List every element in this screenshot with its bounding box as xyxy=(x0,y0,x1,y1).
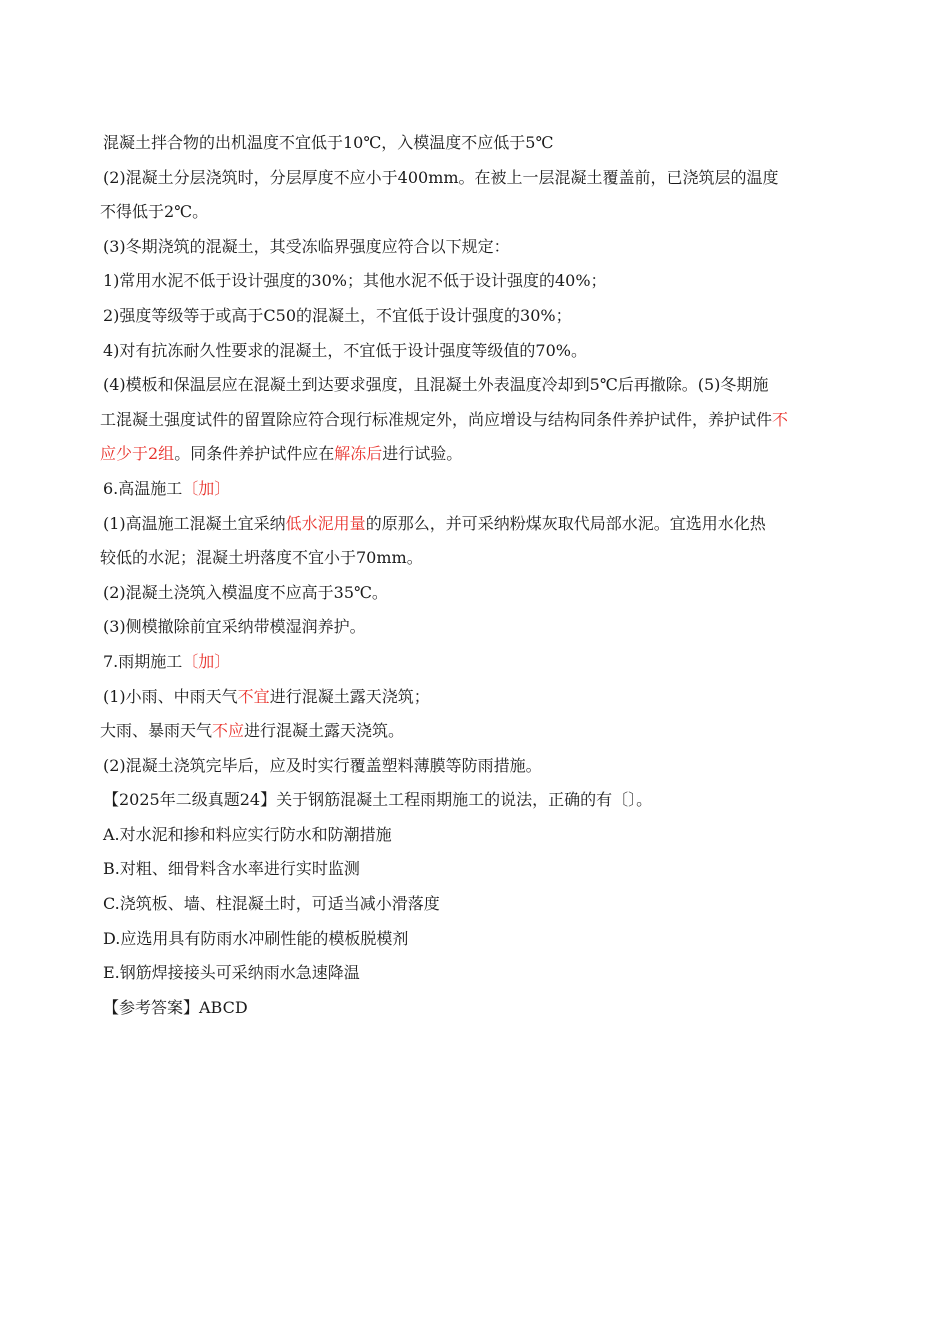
text-run: 进行混凝土露天浇筑。 xyxy=(244,721,405,741)
paragraph-line: 混凝土拌合物的出机温度不宜低于10℃，入模温度不应低于5℃ xyxy=(103,133,554,152)
document-page xyxy=(100,126,838,1025)
highlight-text: 不 xyxy=(772,409,789,429)
text-run: 的原那么，并可采纳粉煤灰取代局部水泥。宜选用水化热 xyxy=(365,513,766,533)
paragraph-line: (2)混凝土浇筑完毕后，应及时实行覆盖塑料薄膜等防雨措施。 xyxy=(103,755,542,775)
text-run: 6.高温施工 xyxy=(103,478,183,498)
paragraph-line: 4)对有抗冻耐久性要求的混凝土，不宜低于设计强度等级值的70%。 xyxy=(103,340,587,360)
option-d: D.应选用具有防雨水冲刷性能的模板脱模剂 xyxy=(103,928,409,948)
text-run: 大雨、暴雨天气 xyxy=(100,721,213,741)
highlight-text: 不宜 xyxy=(237,686,270,706)
highlight-text: 低水泥用量 xyxy=(285,513,366,533)
highlight-text: 解冻后 xyxy=(334,444,383,464)
text-run: 进行试验。 xyxy=(382,444,463,464)
text-run: (1)小雨、中雨天气 xyxy=(103,686,238,706)
paragraph-line: 1)常用水泥不低于设计强度的30%；其他水泥不低于设计强度的40%； xyxy=(103,271,607,291)
paragraph-line: (3)冬期浇筑的混凝土，其受冻临界强度应符合以下规定： xyxy=(103,236,510,256)
text-run: 进行混凝土露天浇筑； xyxy=(269,686,430,706)
section-heading xyxy=(103,645,838,680)
answer-line: 【参考答案】ABCD xyxy=(103,997,248,1017)
paragraph-line: (2)混凝土分层浇筑时，分层厚度不应小于400mm。在被上一层混凝土覆盖前，已浇筑层的温度 xyxy=(103,167,779,187)
paragraph-line: 不得低于2℃。 xyxy=(100,202,209,222)
option-b: B.对粗、细骨料含水率进行实时监测 xyxy=(103,859,360,879)
paragraph-line xyxy=(103,680,838,715)
text-run: (1)高温施工混凝土宜采纳 xyxy=(103,513,286,533)
text-run: 7.雨期施工 xyxy=(103,651,183,671)
text-run: 工混凝土强度试件的留置除应符合现行标准规定外，尚应增设与结构同条件养护试件，养护试件 xyxy=(100,409,773,429)
option-c: C.浇筑板、墙、柱混凝土时，可适当减小滑落度 xyxy=(103,894,440,914)
highlight-text: 应少于2组 xyxy=(100,444,175,464)
paragraph-line: (4)模板和保温层应在混凝土到达要求强度，且混凝土外表温度冷却到5℃后再撤除。(5)冬期施 xyxy=(103,375,769,395)
highlight-text: 〔加〕 xyxy=(182,478,231,498)
paragraph-line xyxy=(100,437,838,472)
paragraph-line xyxy=(100,714,838,749)
text-run: 。同条件养护试件应在 xyxy=(174,444,335,464)
paragraph-line: (2)混凝土浇筑入模温度不应高于35℃。 xyxy=(103,582,388,602)
question-title: 【2025年二级真题24】关于钢筋混凝土工程雨期施工的说法，正确的有〔〕。 xyxy=(103,790,653,810)
paragraph-line xyxy=(103,507,838,542)
paragraph-line xyxy=(100,403,838,438)
section-heading xyxy=(103,472,838,507)
paragraph-line: 较低的水泥；混凝土坍落度不宜小于70mm。 xyxy=(100,548,423,568)
option-a: A.对水泥和掺和料应实行防水和防潮措施 xyxy=(103,824,392,844)
paragraph-line: 2)强度等级等于或高于C50的混凝土，不宜低于设计强度的30%； xyxy=(103,305,572,325)
option-e: E.钢筋焊接接头可采纳雨水急速降温 xyxy=(103,963,360,983)
paragraph-line: (3)侧模撤除前宜采纳带模湿润养护。 xyxy=(103,617,366,637)
highlight-text: 不应 xyxy=(212,721,245,741)
highlight-text: 〔加〕 xyxy=(182,651,231,671)
